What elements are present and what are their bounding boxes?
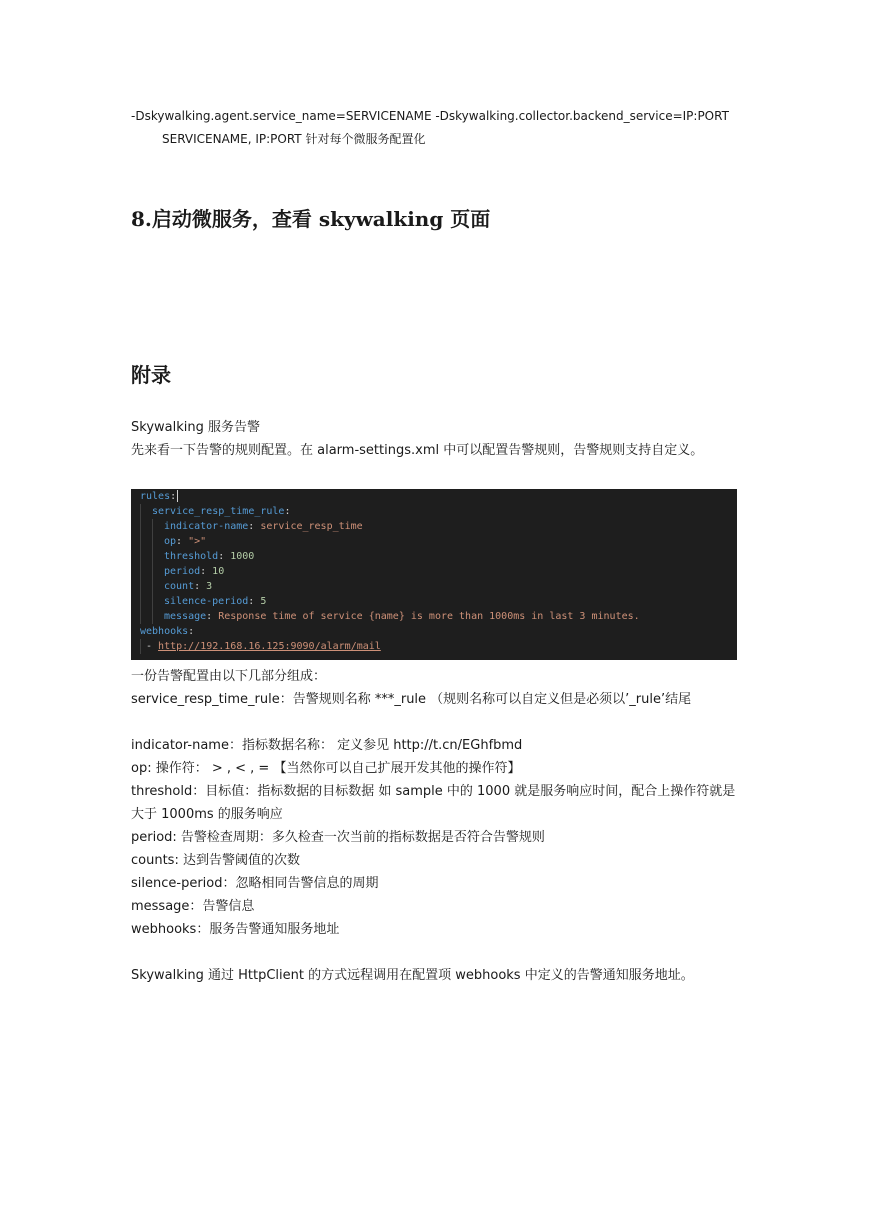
indent-guide <box>140 504 141 624</box>
closing-text: Skywalking 通过 HttpClient 的方式远程调用在配置项 webhooks 中定义的告警通知服务地址。 <box>131 968 694 983</box>
code-key: message <box>164 611 207 622</box>
text-cursor <box>177 490 178 502</box>
code-value: Response time of service {name} is more than 1000ms in last 3 minutes. <box>218 611 640 622</box>
item-op: op: 操作符： > , < , = 【当然你可以自己扩展开发其他的操作符】 <box>131 761 521 776</box>
code-key: rules <box>140 491 171 502</box>
jvm-args-note: SERVICENAME, IP:PORT 针对每个微服务配置化 <box>162 132 426 146</box>
code-line: service_resp_time_rule: <box>152 506 291 517</box>
webhook-url-link[interactable]: http://192.168.16.125:9090/alarm/mail <box>158 641 381 652</box>
code-line: webhooks: <box>140 626 195 637</box>
appendix-heading: 附录 <box>131 363 171 387</box>
item-rule-name: service_resp_time_rule：告警规则名称 ***_rule （规则名称可以自定义但是必须以’_rule’结尾 <box>131 692 692 707</box>
code-key: threshold <box>164 551 219 562</box>
code-value: 3 <box>206 581 213 592</box>
jvm-args-line: -Dskywalking.agent.service_name=SERVICENAME -Dskywalking.collector.backend_service=IP:PORT <box>131 109 729 123</box>
code-value: 1000 <box>230 551 255 562</box>
item-silence-period: silence-period：忽略相同告警信息的周期 <box>131 876 379 891</box>
code-key: service_resp_time_rule <box>152 506 285 517</box>
item-indicator-name: indicator-name：指标数据名称： 定义参见 http://t.cn/EGhfbmd <box>131 738 523 753</box>
code-line: message: Response time of service {name} is more than 1000ms in last 3 minutes. <box>164 611 640 622</box>
code-key: count <box>164 581 195 592</box>
code-line: threshold: 1000 <box>164 551 255 562</box>
code-line: silence-period: 5 <box>164 596 267 607</box>
alarm-intro-title: Skywalking 服务告警 <box>131 420 260 435</box>
item-message: message：告警信息 <box>131 899 255 914</box>
code-line: op: ">" <box>164 536 207 547</box>
compose-text: 一份告警配置由以下几部分组成： <box>131 669 327 684</box>
section-8-heading: 8.启动微服务，查看 skywalking 页面 <box>131 207 491 231</box>
code-key: webhooks <box>140 626 189 637</box>
code-key: op <box>164 536 177 547</box>
indent-guide <box>152 519 153 624</box>
code-value: ">" <box>188 536 207 547</box>
item-webhooks: webhooks：服务告警通知服务地址 <box>131 922 340 937</box>
code-key: indicator-name <box>164 521 249 532</box>
code-value: 10 <box>212 566 225 577</box>
code-key: silence-period <box>164 596 249 607</box>
alarm-intro-text: 先来看一下告警的规则配置。在 alarm-settings.xml 中可以配置告警规则，告警规则支持自定义。 <box>131 443 704 458</box>
item-period: period: 告警检查周期：多久检查一次当前的指标数据是否符合告警规则 <box>131 830 545 845</box>
alarm-settings-code-block <box>131 489 737 660</box>
indent-guide <box>140 639 141 654</box>
code-line: rules: <box>140 491 177 502</box>
code-line: count: 3 <box>164 581 213 592</box>
code-value: service_resp_time <box>260 521 363 532</box>
code-line: indicator-name: service_resp_time <box>164 521 363 532</box>
code-key: period <box>164 566 201 577</box>
item-threshold: threshold：目标值：指标数据的目标数据 如 sample 中的 1000 就是服务响应时间，配合上操作符就是大于 1000ms 的服务响应 <box>131 784 736 822</box>
code-line: - http://192.168.16.125:9090/alarm/mail <box>146 641 381 652</box>
code-line: period: 10 <box>164 566 225 577</box>
item-counts: counts: 达到告警阈值的次数 <box>131 853 300 868</box>
code-value: 5 <box>260 596 267 607</box>
